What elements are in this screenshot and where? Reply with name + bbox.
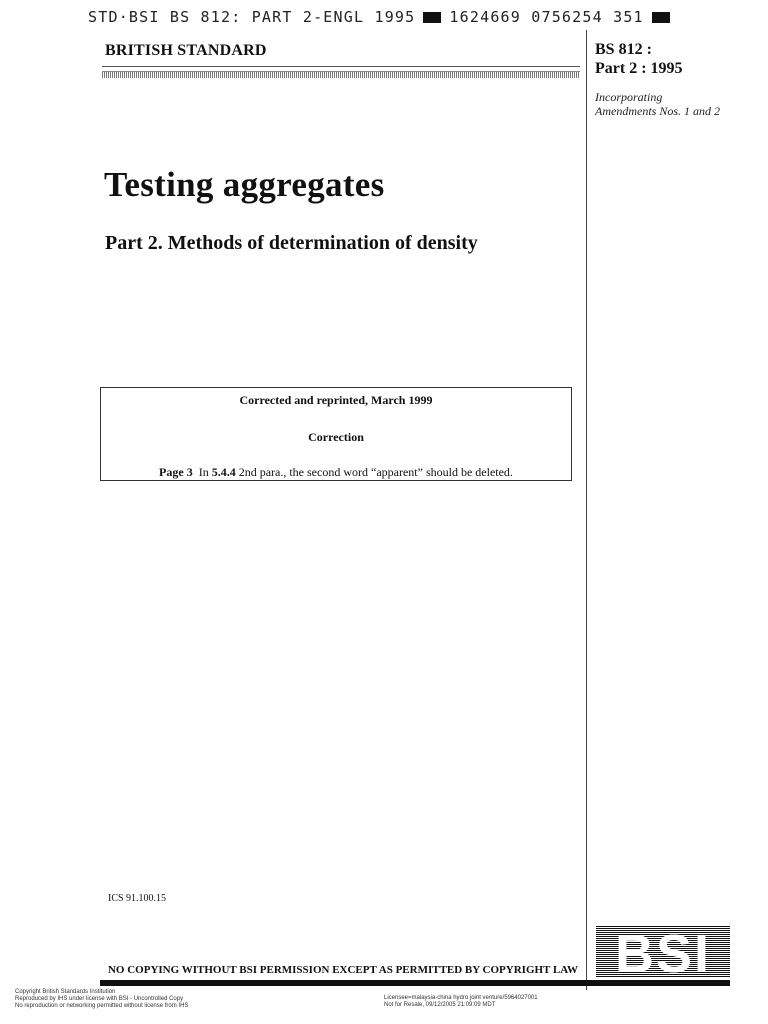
correction-label: Correction — [308, 430, 364, 444]
amendments-note: Incorporating Amendments Nos. 1 and 2 — [595, 90, 720, 118]
correction-clause: 5.4.4 — [211, 465, 236, 479]
header-hatch-rule — [102, 71, 580, 78]
copyright-statement: NO COPYING WITHOUT BSI PERMISSION EXCEPT AS PERMITTED BY COPYRIGHT LAW — [107, 964, 579, 976]
correction-box — [100, 387, 572, 481]
footer-right-line: Licensee=malaysia-china hydro joint venture/5964027001 — [384, 995, 538, 1001]
scan-mark — [423, 12, 441, 23]
standard-number: BS 812 : — [595, 41, 652, 58]
correction-note — [101, 465, 571, 480]
header-rule — [102, 66, 580, 67]
bottom-rule — [100, 980, 730, 986]
footer-right-line: Not for Resale, 09/12/2005 21:09:09 MDT — [384, 1002, 496, 1008]
document-subtitle: Part 2. Methods of determination of density — [105, 232, 478, 254]
bsi-logo-text: BSI — [614, 926, 712, 978]
correction-heading: Corrected and reprinted, March 1999 — [239, 393, 433, 407]
bsi-logo-icon — [596, 926, 730, 978]
ics-code: ICS 91.100.15 — [108, 893, 167, 904]
scan-header-text: STD·BSI BS 812: PART 2-ENGL 1995 — [88, 8, 416, 26]
correction-page: Page 3 — [159, 465, 193, 479]
footer-left-line: No reproduction or networking permitted without license from IHS — [15, 1003, 189, 1009]
correction-in: In — [198, 465, 209, 479]
footer-left-line: Reproduced by IHS under license with BSI - Uncontrolled Copy — [15, 996, 184, 1002]
footer-license-left — [15, 989, 188, 1010]
footer-left-line: Copyright British Standards Institution — [15, 989, 116, 995]
correction-text: 2nd para., the second word “apparent” should be deleted. — [238, 465, 513, 479]
column-divider — [586, 30, 587, 990]
standard-part: Part 2 : 1995 — [595, 60, 683, 77]
document-title: Testing aggregates — [104, 165, 385, 204]
scan-header-code: 1624669 0756254 351 — [449, 8, 644, 26]
footer-license-right — [384, 995, 538, 1009]
scan-mark — [652, 12, 670, 23]
scan-header-line — [88, 8, 678, 26]
british-standard-label: BRITISH STANDARD — [105, 42, 267, 59]
